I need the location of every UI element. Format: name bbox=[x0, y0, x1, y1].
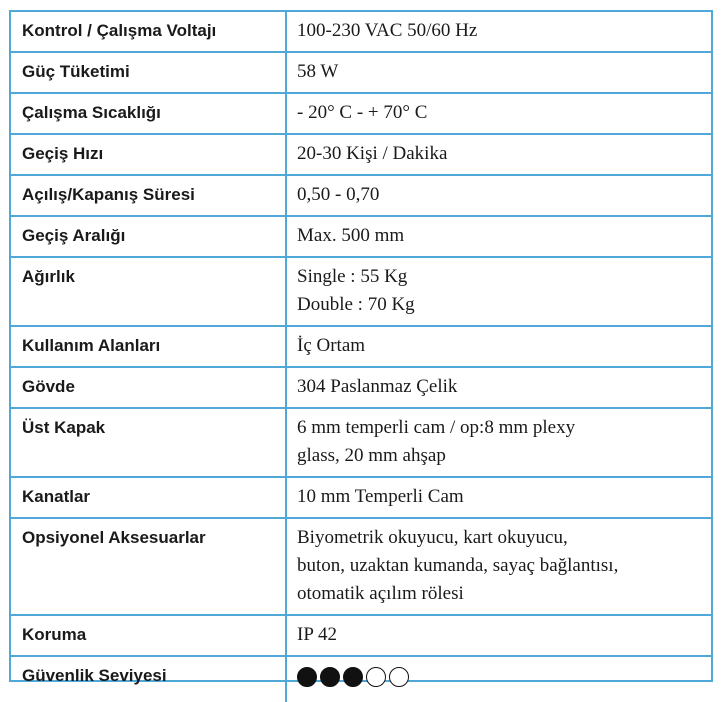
spec-value-line: 100-230 VAC 50/60 Hz bbox=[297, 20, 478, 41]
spec-value-line: Single : 55 Kg bbox=[297, 266, 408, 287]
table-row bbox=[11, 175, 711, 216]
spec-value-line: IP 42 bbox=[297, 624, 337, 645]
table-row bbox=[11, 216, 711, 257]
spec-value bbox=[286, 216, 711, 257]
spec-label: Kontrol / Çalışma Voltajı bbox=[11, 12, 286, 52]
spec-label: Güç Tüketimi bbox=[11, 52, 286, 93]
spec-value-line: glass, 20 mm ahşap bbox=[297, 445, 446, 466]
security-level-rating bbox=[286, 656, 711, 702]
filled-circle-icon bbox=[297, 667, 317, 687]
empty-circle-icon bbox=[389, 667, 409, 687]
table-row bbox=[11, 477, 711, 518]
security-level-label: Güvenlik Seviyesi bbox=[11, 656, 286, 702]
table-row bbox=[11, 367, 711, 408]
empty-circle-icon bbox=[366, 667, 386, 687]
spec-value bbox=[286, 12, 711, 52]
spec-value-line: 6 mm temperli cam / op:8 mm plexy bbox=[297, 417, 576, 438]
spec-value bbox=[286, 367, 711, 408]
spec-table bbox=[11, 12, 711, 702]
spec-value-line: Max. 500 mm bbox=[297, 225, 405, 246]
table-row bbox=[11, 134, 711, 175]
spec-value-line: 0,50 - 0,70 bbox=[297, 184, 380, 205]
spec-value bbox=[286, 477, 711, 518]
spec-value bbox=[286, 175, 711, 216]
spec-value bbox=[286, 615, 711, 656]
spec-value-line: İç Ortam bbox=[297, 335, 366, 356]
spec-table-frame bbox=[9, 10, 713, 685]
table-row bbox=[11, 326, 711, 367]
spec-label: Geçiş Aralığı bbox=[11, 216, 286, 257]
spec-label: Kanatlar bbox=[11, 477, 286, 518]
spec-value-line: 304 Paslanmaz Çelik bbox=[297, 376, 458, 397]
spec-label: Opsiyonel Aksesuarlar bbox=[11, 518, 286, 615]
spec-label: Açılış/Kapanış Süresi bbox=[11, 175, 286, 216]
spec-table-body bbox=[11, 12, 711, 702]
spec-value-line: 20-30 Kişi / Dakika bbox=[297, 143, 448, 164]
spec-label: Koruma bbox=[11, 615, 286, 656]
spec-value bbox=[286, 257, 711, 326]
spec-value-line: buton, uzaktan kumanda, sayaç bağlantısı, bbox=[297, 555, 619, 576]
filled-circle-icon bbox=[343, 667, 363, 687]
spec-value-line: 10 mm Temperli Cam bbox=[297, 486, 464, 507]
security-level-dots bbox=[297, 662, 409, 687]
table-row bbox=[11, 257, 711, 326]
spec-value bbox=[286, 52, 711, 93]
spec-value bbox=[286, 518, 711, 615]
spec-value-line: Double : 70 Kg bbox=[297, 294, 415, 315]
table-row-security bbox=[11, 656, 711, 702]
spec-label: Geçiş Hızı bbox=[11, 134, 286, 175]
table-row bbox=[11, 615, 711, 656]
table-row bbox=[11, 12, 711, 52]
table-row bbox=[11, 518, 711, 615]
spec-label: Çalışma Sıcaklığı bbox=[11, 93, 286, 134]
spec-label: Gövde bbox=[11, 367, 286, 408]
spec-value-line: otomatik açılım rölesi bbox=[297, 583, 464, 604]
spec-value-line: - 20° C - + 70° C bbox=[297, 102, 428, 123]
filled-circle-icon bbox=[320, 667, 340, 687]
spec-value bbox=[286, 134, 711, 175]
table-row bbox=[11, 408, 711, 477]
spec-label: Ağırlık bbox=[11, 257, 286, 326]
spec-value bbox=[286, 93, 711, 134]
spec-label: Üst Kapak bbox=[11, 408, 286, 477]
table-row bbox=[11, 52, 711, 93]
spec-value-line: Biyometrik okuyucu, kart okuyucu, bbox=[297, 527, 568, 548]
spec-label: Kullanım Alanları bbox=[11, 326, 286, 367]
spec-value bbox=[286, 326, 711, 367]
spec-value-line: 58 W bbox=[297, 61, 339, 82]
spec-value bbox=[286, 408, 711, 477]
table-row bbox=[11, 93, 711, 134]
